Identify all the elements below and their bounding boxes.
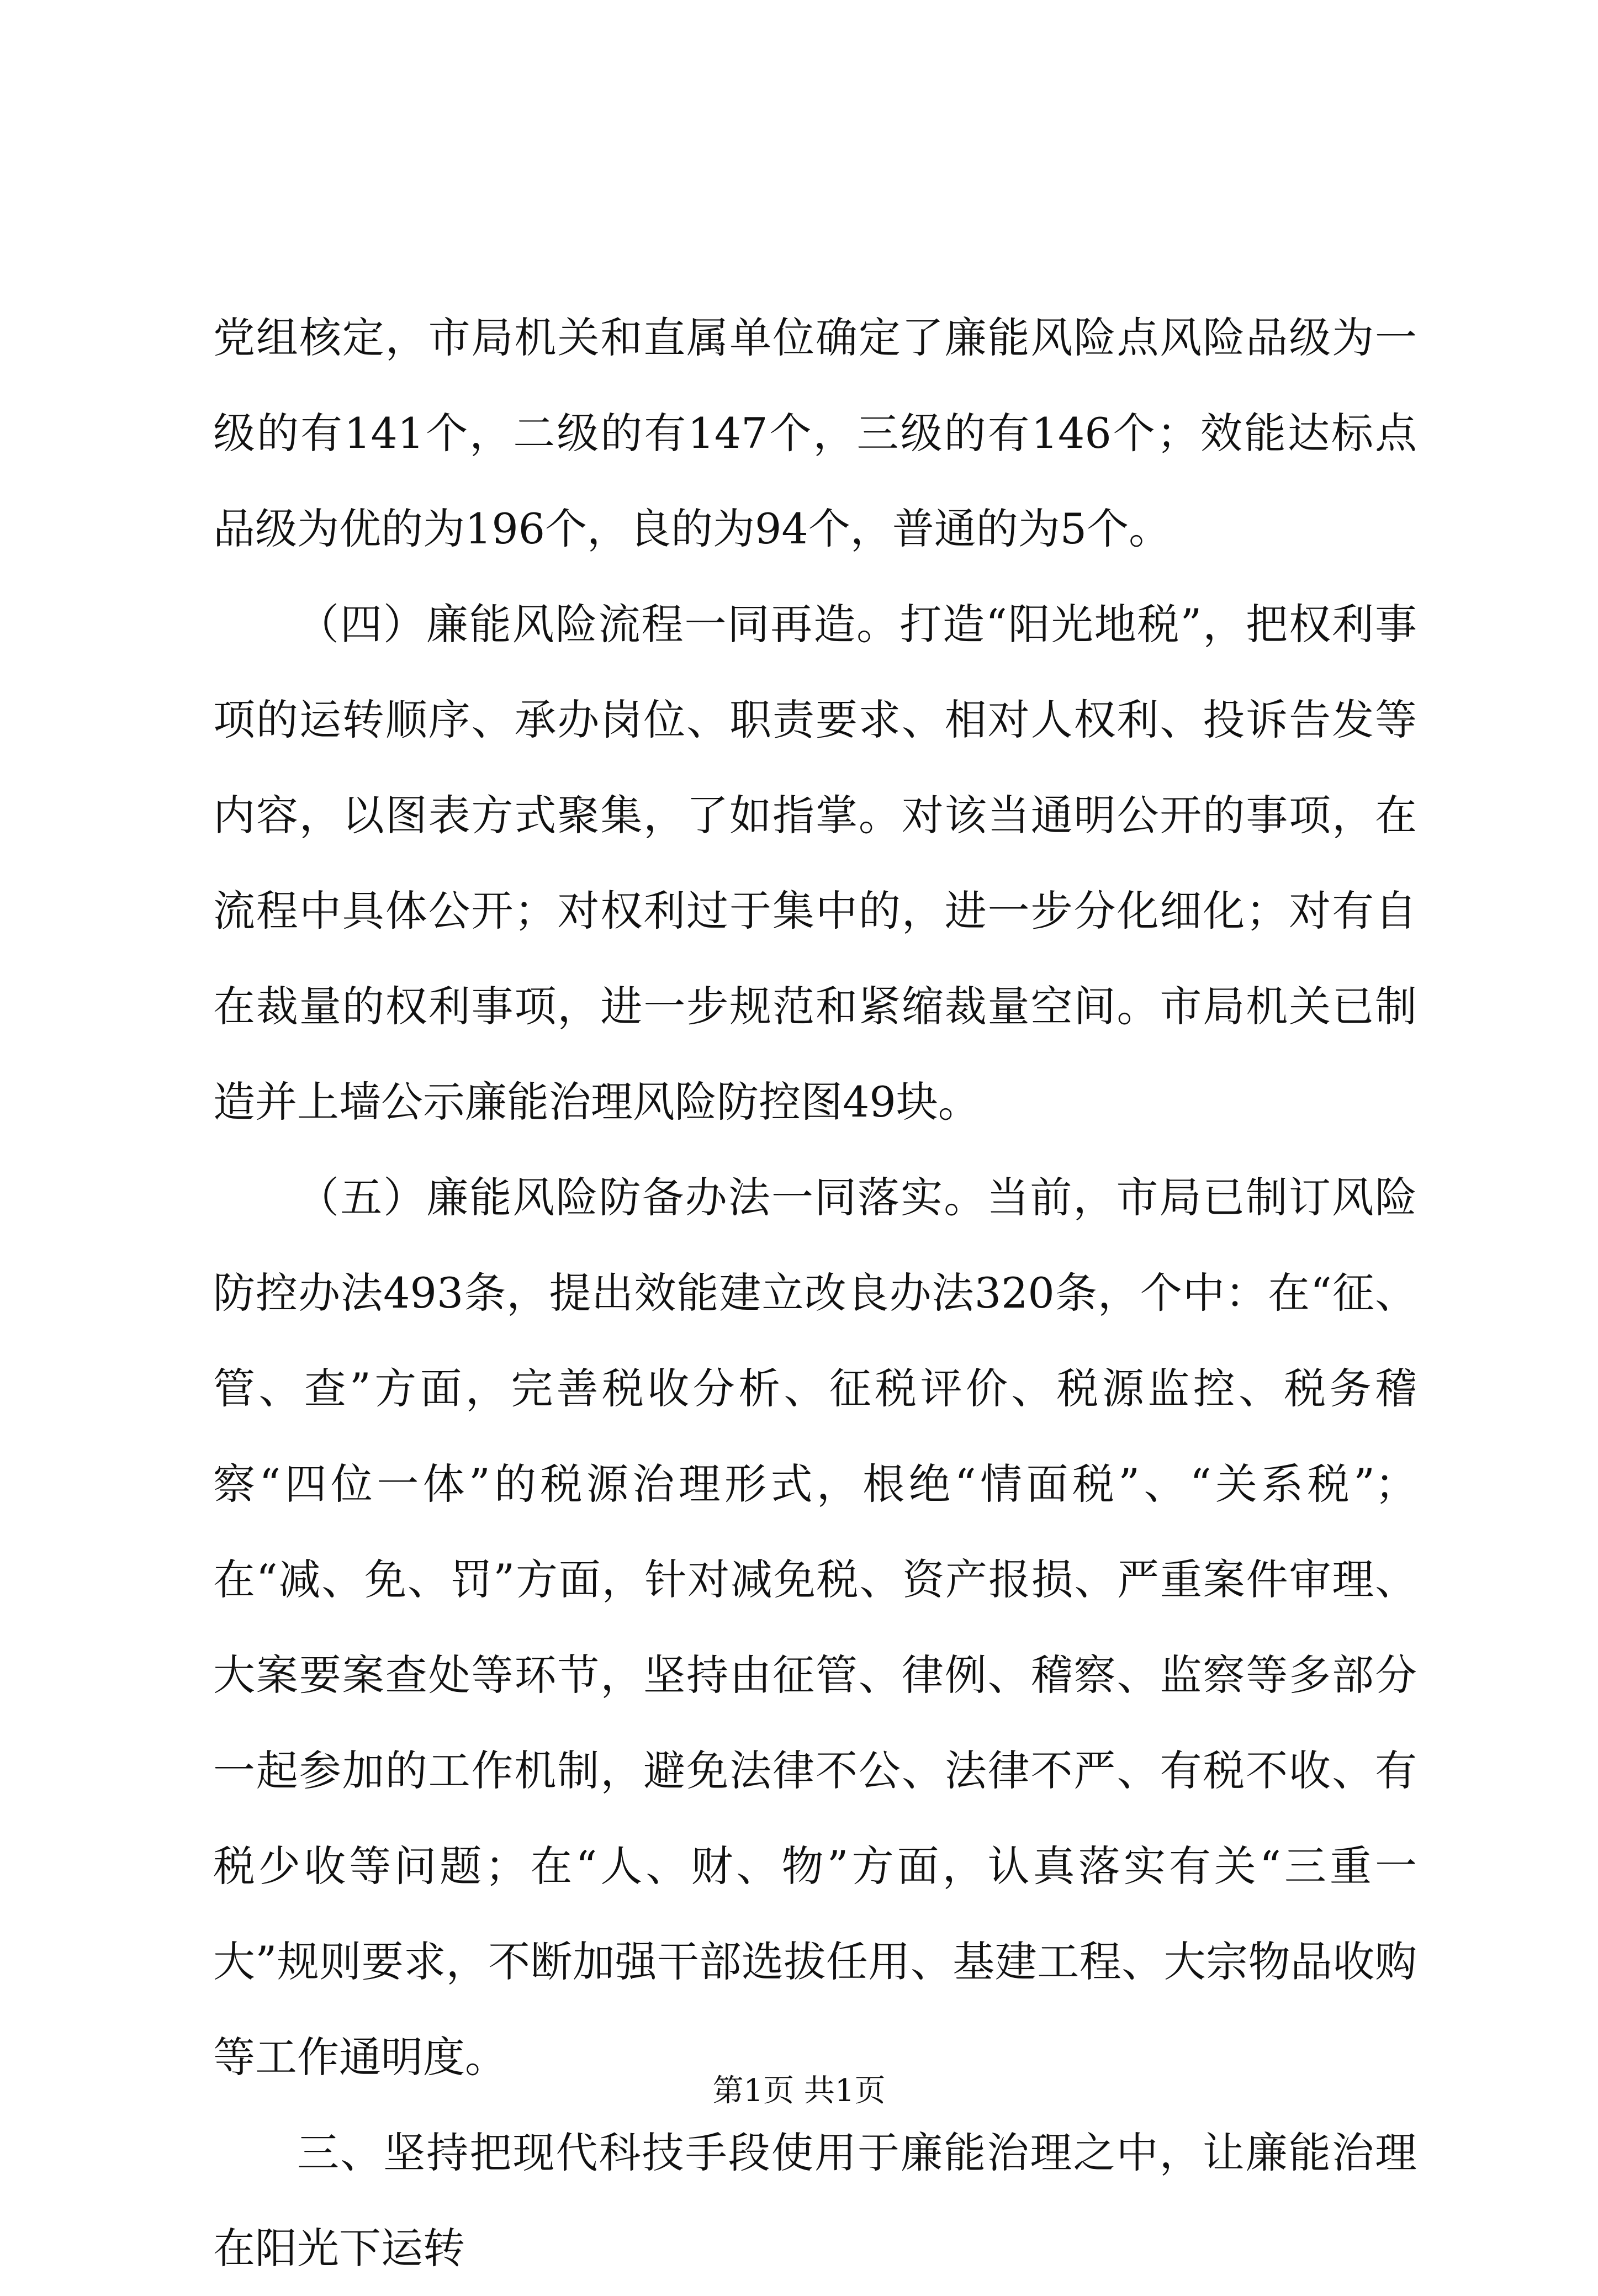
paragraph-1: 党组核定，市局机关和直属单位确定了廉能风险点风险品级为一级的有141个，二级的有147个，三级的有146个；效能达标点品级为优的为196个，良的为94个，普通的为5个。	[213, 313, 1417, 553]
document-body	[213, 290, 1417, 2296]
page-number-label: 第1页 共1页	[712, 2073, 886, 2109]
page-footer	[0, 2072, 1598, 2110]
section-heading-3: 三、坚持把现代科技手段使用于廉能治理之中，让廉能治理在阳光下运转	[213, 2128, 1417, 2273]
paragraph-3: （五）廉能风险防备办法一同落实。当前，市局已制订风险防控办法493条，提出效能建立改良办法320条，个中：在“征、管、查”方面，完善税收分析、征税评价、税源监控、税务稽察“四位一体”的税源治理形式，根绝“情面税”、“关系税”；在“减、免、罚”方面，针对减免税、资产报损、严重案件审理、大案要案查处等环节，坚持由征管、律例、稽察、监察等多部分一起参加的工作机制，避免法律不公、法律不严、有税不收、有税少收等问题；在“人、财、物”方面，认真落实有关“三重一大”规则要求，不断加强干部选拔任用、基建工程、大宗物品收购等工作通明度。	[213, 1173, 1417, 2082]
paragraph-2: （四）廉能风险流程一同再造。打造“阳光地税”，把权利事项的运转顺序、承办岗位、职责要求、相对人权利、投诉告发等内容，以图表方式聚集，了如指掌。对该当通明公开的事项，在流程中具体公开；对权利过于集中的，进一步分化细化；对有自在裁量的权利事项，进一步规范和紧缩裁量空间。市局机关已制造并上墙公示廉能治理风险防控图49块。	[213, 600, 1417, 1126]
